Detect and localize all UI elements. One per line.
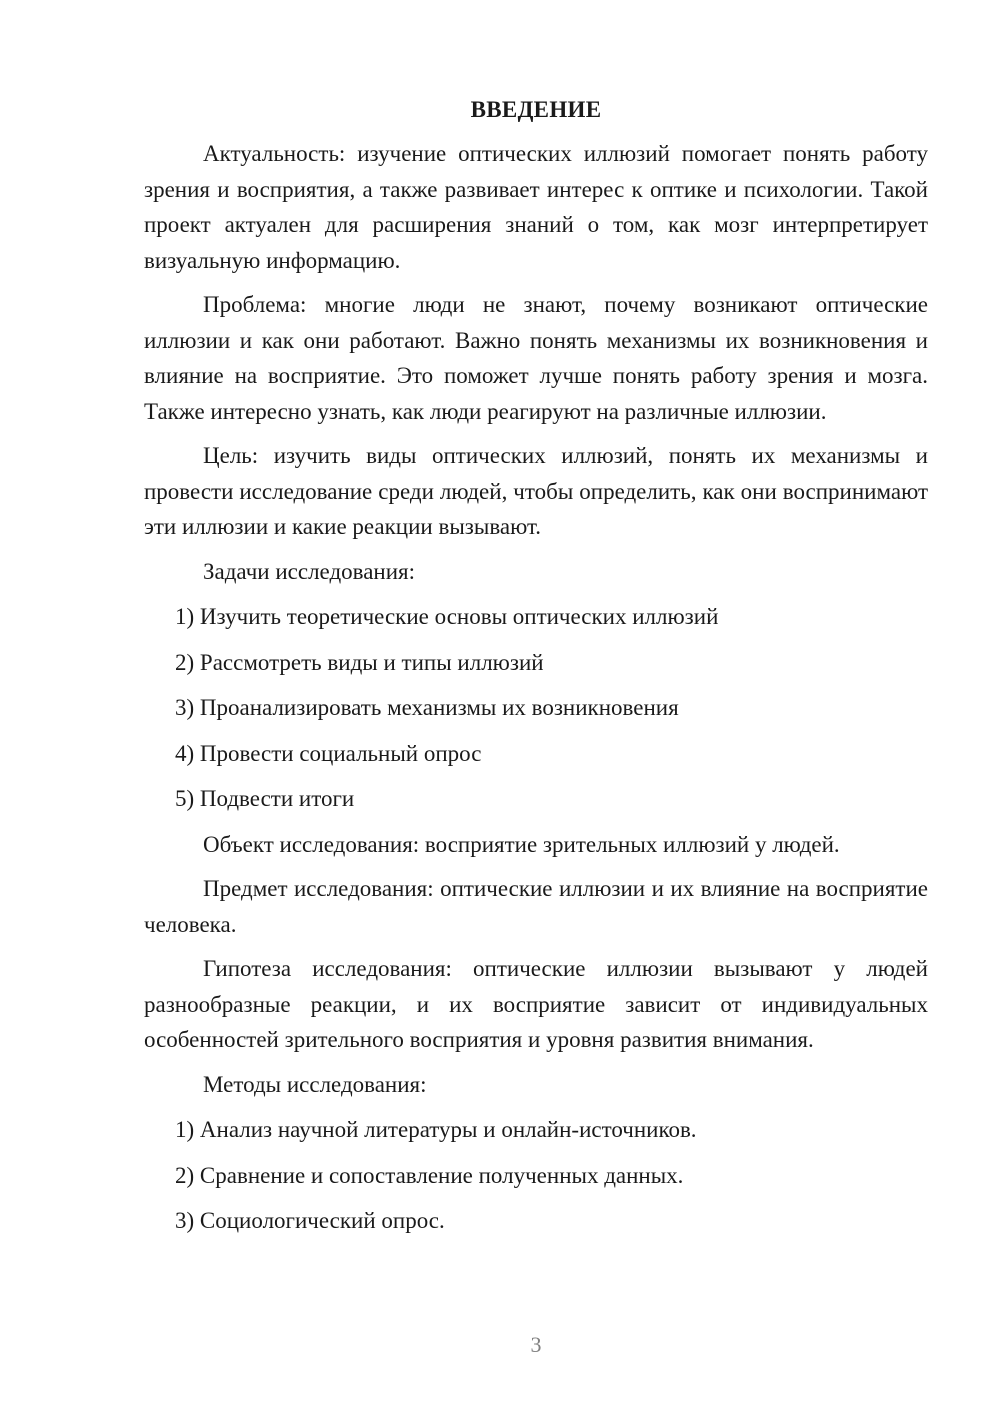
list-item: 2) Сравнение и сопоставление полученных данных.	[175, 1162, 684, 1188]
page-number: 3	[530, 1332, 542, 1357]
goal-paragraph: Цель: изучить виды оптических иллюзий, понять их механизмы и провести исследование среди людей, чтобы определить, как они воспринимают эти иллюзии и какие реакции вызывают.	[144, 443, 928, 539]
list-item: 4) Провести социальный опрос	[175, 740, 482, 766]
tasks-list	[144, 599, 928, 817]
methods-heading: Методы исследования:	[203, 1071, 427, 1097]
page-title: ВВЕДЕНИЕ	[470, 97, 602, 122]
document-page	[144, 92, 928, 1249]
problem-paragraph: Проблема: многие люди не знают, почему возникают оптические иллюзии и как они работают. Важно понять механизмы их возникновения и влияние на восприятие. Это поможет лучше понять работу зрения и мозга. Также интересно узнать, как люди реагируют на различные иллюзии.	[144, 292, 928, 424]
list-item: 1) Изучить теоретические основы оптических иллюзий	[175, 604, 719, 629]
list-item: 3) Проанализировать механизмы их возникновения	[175, 695, 679, 720]
list-item: 1) Анализ научной литературы и онлайн-источников.	[175, 1117, 697, 1142]
hypothesis-paragraph: Гипотеза исследования: оптические иллюзии вызывают у людей разнообразные реакции, и их восприятие зависит от индивидуальных особенностей зрительного восприятия и уровня развития внимания.	[144, 956, 928, 1052]
list-item: 3) Социологический опрос.	[175, 1208, 445, 1233]
methods-list	[144, 1112, 928, 1239]
list-item: 2) Рассмотреть виды и типы иллюзий	[175, 649, 544, 675]
subject-paragraph: Предмет исследования: оптические иллюзии и их влияние на восприятие человека.	[144, 876, 928, 937]
list-item: 5) Подвести итоги	[175, 786, 355, 811]
tasks-heading: Задачи исследования:	[203, 558, 416, 584]
relevance-paragraph: Актуальность: изучение оптических иллюзий помогает понять работу зрения и восприятия, а также развивает интерес к оптике и психологии. Такой проект актуален для расширения знаний о том, как мозг интерпретирует визуальную информацию.	[144, 141, 928, 273]
object-paragraph: Объект исследования: восприятие зрительных иллюзий у людей.	[203, 831, 840, 857]
